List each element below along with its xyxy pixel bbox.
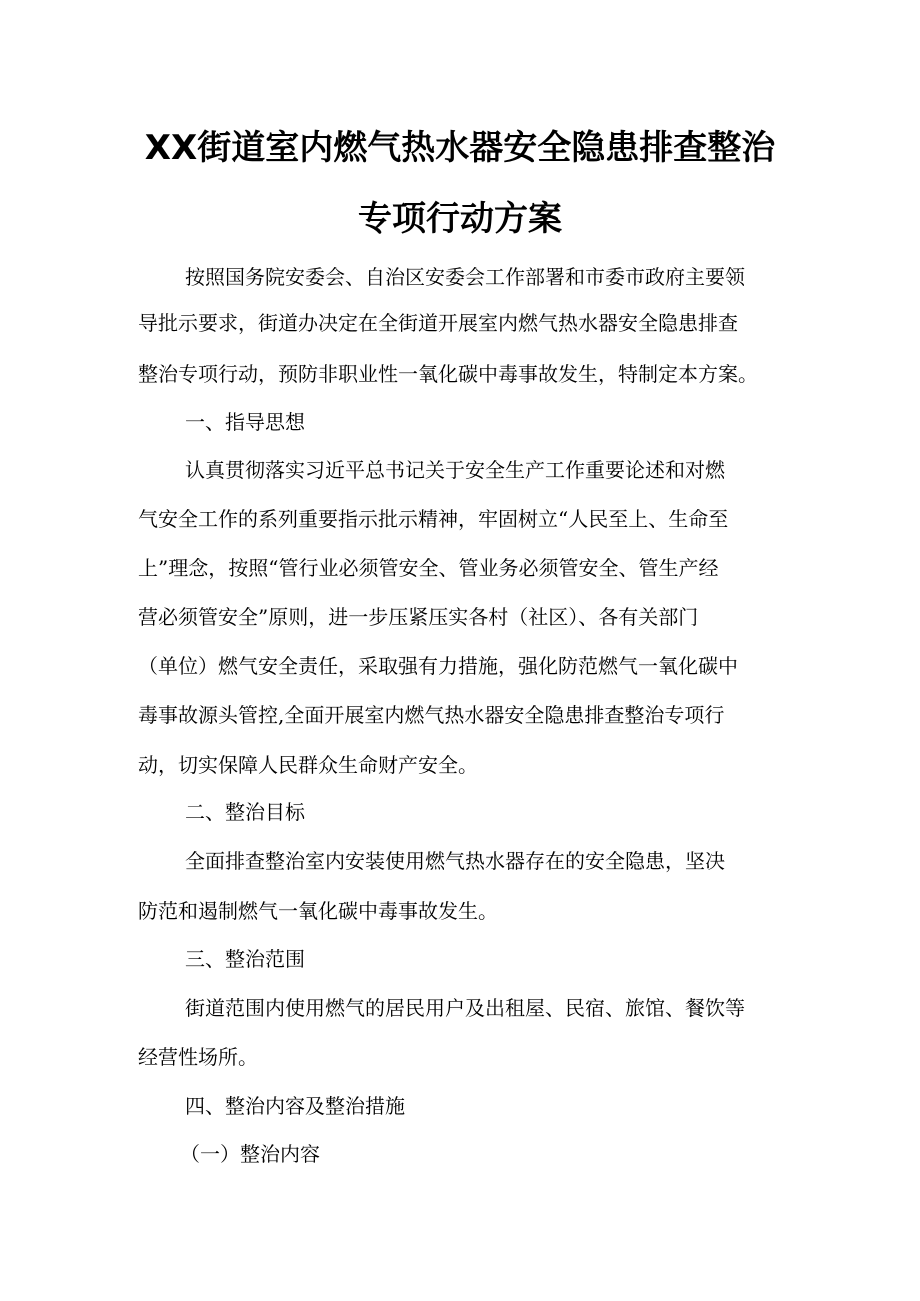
intro-line: 整治专项行动，预防非职业性一氧化碳中毒事故发生，特制定本方案。 (138, 362, 758, 386)
paragraph-line: 动，切实保障人民群众生命财产安全。 (138, 753, 478, 777)
paragraph-line: 营必须管安全”原则，进一步压紧压实各村（社区）、各有关部门 (138, 605, 699, 629)
section-heading: 三、整治范围 (185, 947, 305, 971)
paragraph-line: 经营性场所。 (138, 1045, 258, 1069)
document-title-line-2: 专项行动方案 (358, 199, 562, 239)
paragraph-line: （单位）燃气安全责任，采取强有力措施，强化防范燃气一氧化碳中 (138, 654, 738, 678)
intro-line: 导批示要求，街道办决定在全街道开展室内燃气热水器安全隐患排查 (138, 311, 738, 335)
paragraph-line: 认真贯彻落实习近平总书记关于安全生产工作重要论述和对燃 (185, 458, 725, 482)
intro-line: 按照国务院安委会、自治区安委会工作部署和市委市政府主要领 (185, 265, 745, 289)
paragraph-line: 全面排查整治室内安装使用燃气热水器存在的安全隐患，坚决 (185, 849, 725, 873)
paragraph-line: 毒事故源头管控,全面开展室内燃气热水器安全隐患排查整治专项行 (138, 703, 725, 727)
paragraph-line: 街道范围内使用燃气的居民用户及出租屋、民宿、旅馆、餐饮等 (185, 996, 745, 1020)
section-heading: 四、整治内容及整治措施 (185, 1094, 405, 1118)
paragraph-line: 防范和遏制燃气一氧化碳中毒事故发生。 (138, 899, 498, 923)
document-title-line-1: XX街道室内燃气热水器安全隐患排查整治 (144, 128, 776, 168)
subsection-heading: （一）整治内容 (180, 1142, 320, 1166)
paragraph-line: 上”理念，按照“管行业必须管安全、管业务必须管安全、管生产经 (138, 556, 719, 580)
paragraph-line: 气安全工作的系列重要指示批示精神，牢固树立“人民至上、生命至 (138, 507, 729, 531)
section-heading: 二、整治目标 (185, 800, 305, 824)
section-heading: 一、指导思想 (185, 410, 305, 434)
